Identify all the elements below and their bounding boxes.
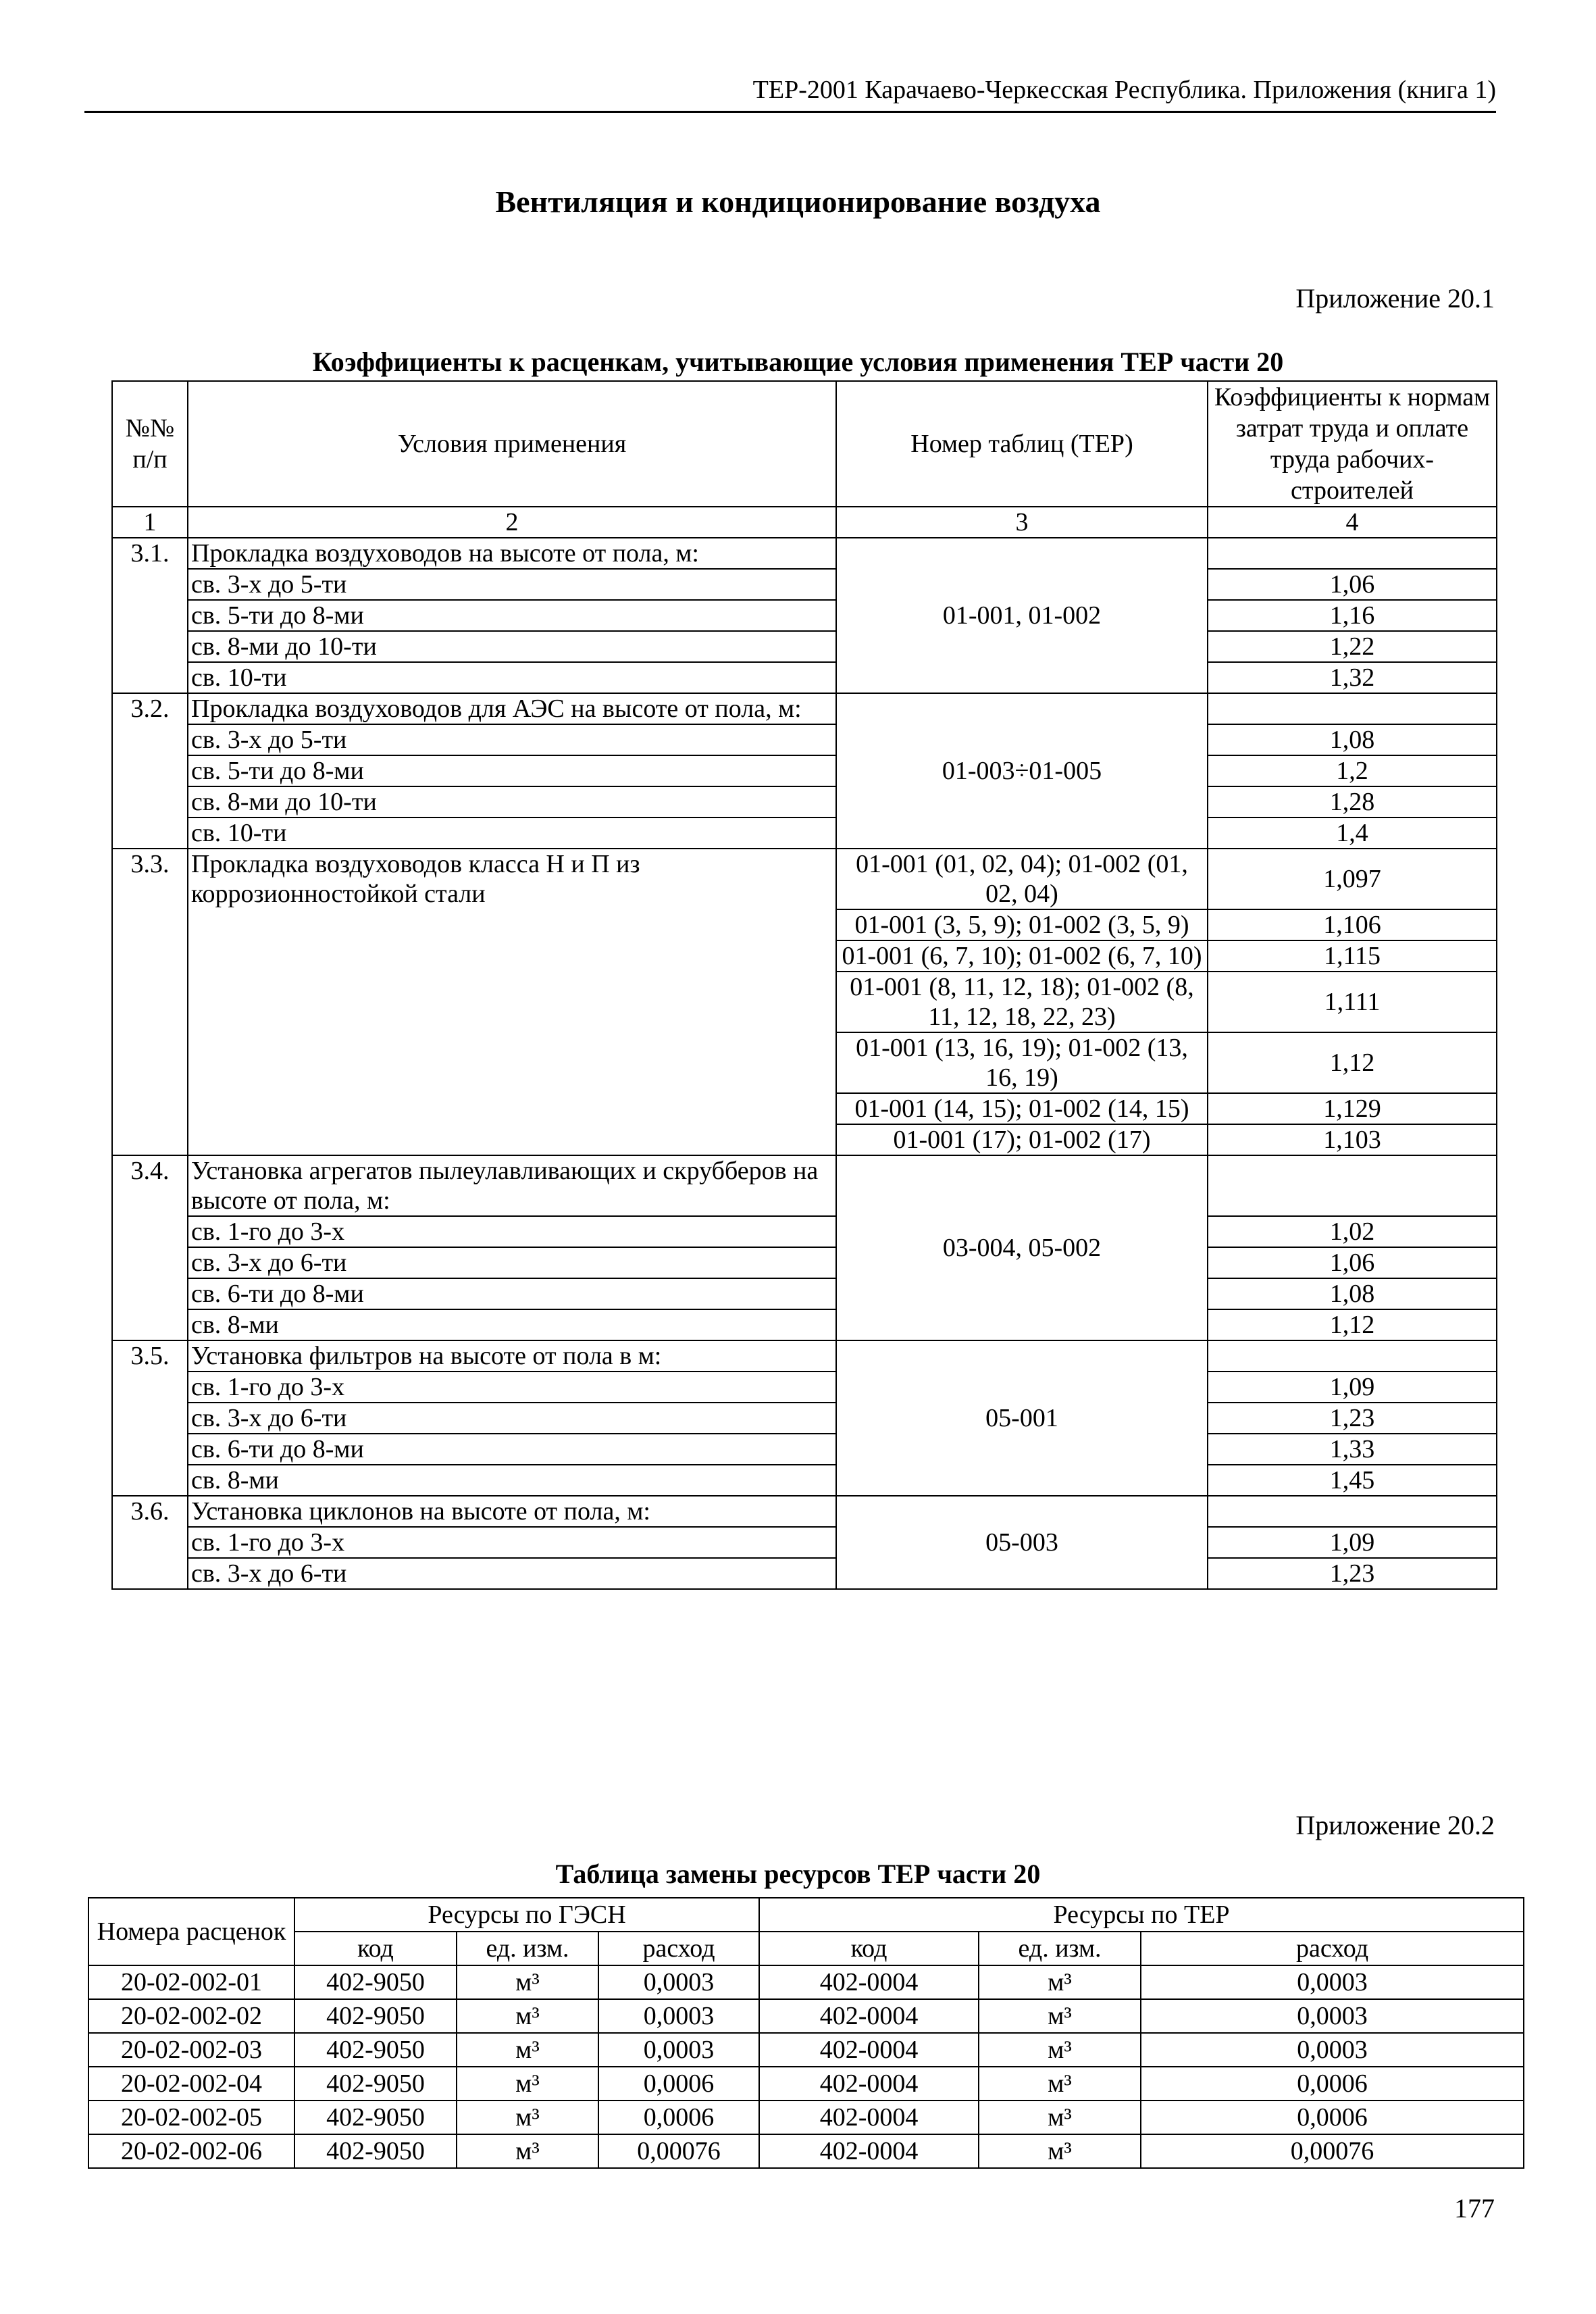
row-number-cell: [112, 1434, 188, 1465]
ter-amount: 0,0003: [1141, 1965, 1524, 1999]
table-numbers: 03-004, 05-002: [836, 1155, 1208, 1340]
table-numbers: 01-001 (6, 7, 10); 01-002 (6, 7, 10): [836, 940, 1208, 972]
condition: св. 5-ти до 8-ми: [188, 755, 836, 786]
coefficient: 1,106: [1208, 909, 1497, 940]
gesn-amount: 0,0006: [598, 2067, 759, 2101]
rate-number: 20-02-002-03: [88, 2033, 294, 2067]
table-numbers: 01-001 (8, 11, 12, 18); 01-002 (8, 11, 12, 18, 22, 23): [836, 972, 1208, 1032]
gesn-unit: м³: [457, 2067, 598, 2101]
row-number-cell: [112, 1124, 188, 1155]
running-header: ТЕР-2001 Карачаево-Черкесская Республика. Приложения (книга 1): [84, 73, 1496, 113]
ter-code: 402-0004: [759, 1999, 979, 2033]
gesn-unit: м³: [457, 1999, 598, 2033]
table-row: [112, 600, 1497, 631]
row-number-cell: [112, 569, 188, 600]
condition-title: Прокладка воздуховодов для АЭС на высоте от пола, м:: [188, 693, 836, 724]
row-number-cell: [112, 1032, 188, 1093]
ter-code: 402-0004: [759, 2033, 979, 2067]
appendix-20-2-caption: Таблица замены ресурсов ТЕР части 20: [555, 1859, 1041, 1889]
coefficient: 1,23: [1208, 1403, 1497, 1434]
coefficient: 1,45: [1208, 1465, 1497, 1496]
table-header-row: [112, 381, 1497, 507]
col-header-conditions: Условия применения: [188, 381, 836, 507]
table-row: [112, 786, 1497, 818]
row-number-cell: [112, 600, 188, 631]
coefficient: 1,09: [1208, 1527, 1497, 1558]
ter-amount: 0,0003: [1141, 1999, 1524, 2033]
condition: св. 8-ми: [188, 1309, 836, 1340]
row-number-cell: [112, 1278, 188, 1309]
row-number-cell: [112, 909, 188, 940]
coefficient: 1,097: [1208, 849, 1497, 909]
row-number: 3.1.: [112, 538, 188, 569]
table-header-row: [88, 1898, 1524, 1932]
table-numbers: 05-001: [836, 1340, 1208, 1496]
gesn-amount: 0,0003: [598, 1999, 759, 2033]
table-row: [112, 1216, 1497, 1247]
row-number-cell: [112, 1309, 188, 1340]
ter-code: 402-0004: [759, 1965, 979, 1999]
coefficients-table: [111, 380, 1497, 1590]
column-numbers-row: [112, 507, 1497, 538]
row-number-cell: [112, 1093, 188, 1124]
ter-code: 402-0004: [759, 2134, 979, 2168]
table-row: [112, 724, 1497, 755]
table-row: [112, 1558, 1497, 1589]
coefficient: 1,103: [1208, 1124, 1497, 1155]
group-title-row: [112, 1340, 1497, 1372]
row-number-cell: [112, 724, 188, 755]
group-title-row: [112, 693, 1497, 724]
group-title-row: [112, 1155, 1497, 1216]
col-number: 3: [836, 507, 1208, 538]
coefficient: 1,02: [1208, 1216, 1497, 1247]
gesn-code: 402-9050: [294, 1999, 457, 2033]
table-row: [88, 1999, 1524, 2033]
coefficient: 1,129: [1208, 1093, 1497, 1124]
row-number-cell: [112, 1247, 188, 1278]
row-number-cell: [112, 1465, 188, 1496]
col-header-unit: ед. изм.: [979, 1932, 1141, 1965]
gesn-amount: 0,0003: [598, 2033, 759, 2067]
table-numbers: 01-001, 01-002: [836, 538, 1208, 693]
table-row: [112, 1434, 1497, 1465]
ter-unit: м³: [979, 2134, 1141, 2168]
ter-code: 402-0004: [759, 2101, 979, 2134]
coefficient: 1,06: [1208, 569, 1497, 600]
rate-number: 20-02-002-02: [88, 1999, 294, 2033]
table-row: [112, 1465, 1497, 1496]
coefficient: 1,23: [1208, 1558, 1497, 1589]
row-number: 3.2.: [112, 693, 188, 724]
coefficient: 1,06: [1208, 1247, 1497, 1278]
row-number-cell: [112, 1558, 188, 1589]
row-number-cell: [112, 1527, 188, 1558]
coefficient: 1,09: [1208, 1372, 1497, 1403]
coefficient: 1,12: [1208, 1309, 1497, 1340]
row-number: 3.6.: [112, 1496, 188, 1527]
row-number-cell: [112, 755, 188, 786]
gesn-amount: 0,00076: [598, 2134, 759, 2168]
row-number: 3.4.: [112, 1155, 188, 1216]
table-row: [88, 2101, 1524, 2134]
condition-title: Прокладка воздуховодов класса Н и П из коррозионностойкой стали: [188, 849, 836, 1155]
gesn-unit: м³: [457, 2134, 598, 2168]
ter-amount: 0,0003: [1141, 2033, 1524, 2067]
coefficient: 1,08: [1208, 724, 1497, 755]
gesn-amount: 0,0003: [598, 1965, 759, 1999]
table-row: [88, 2067, 1524, 2101]
condition: св. 3-х до 6-ти: [188, 1247, 836, 1278]
col-header-tables: Номер таблиц (ТЕР): [836, 381, 1208, 507]
ter-unit: м³: [979, 2067, 1141, 2101]
row-number-cell: [112, 1372, 188, 1403]
table-row: [112, 1527, 1497, 1558]
row-number-cell: [112, 818, 188, 849]
ter-amount: 0,0006: [1141, 2101, 1524, 2134]
coefficient: [1208, 538, 1497, 569]
appendix-20-2-label: Приложение 20.2: [1295, 1810, 1495, 1840]
gesn-unit: м³: [457, 1965, 598, 1999]
condition-title: Прокладка воздуховодов на высоте от пола, м:: [188, 538, 836, 569]
table-numbers: 01-001 (14, 15); 01-002 (14, 15): [836, 1093, 1208, 1124]
gesn-unit: м³: [457, 2033, 598, 2067]
gesn-unit: м³: [457, 2101, 598, 2134]
rate-number: 20-02-002-06: [88, 2134, 294, 2168]
col-number: 1: [112, 507, 188, 538]
row-number-cell: [112, 786, 188, 818]
coefficient: 1,32: [1208, 662, 1497, 693]
col-header-ter: Ресурсы по ТЕР: [759, 1898, 1524, 1932]
table-row: [112, 1278, 1497, 1309]
appendix-20-1-caption: Коэффициенты к расценкам, учитывающие условия применения ТЕР части 20: [312, 347, 1284, 377]
condition: св. 8-ми до 10-ти: [188, 786, 836, 818]
table-row: [112, 631, 1497, 662]
coefficient: 1,16: [1208, 600, 1497, 631]
rate-number: 20-02-002-01: [88, 1965, 294, 1999]
coefficient: [1208, 693, 1497, 724]
ter-unit: м³: [979, 2033, 1141, 2067]
appendix-20-1-label: Приложение 20.1: [1295, 283, 1495, 313]
table-numbers: 05-003: [836, 1496, 1208, 1589]
col-header-amount: расход: [598, 1932, 759, 1965]
table-row: [88, 2134, 1524, 2168]
group-title-row: [112, 538, 1497, 569]
ter-unit: м³: [979, 2101, 1141, 2134]
condition: св. 1-го до 3-х: [188, 1372, 836, 1403]
col-header-unit: ед. изм.: [457, 1932, 598, 1965]
coefficient: [1208, 1155, 1497, 1216]
rate-number: 20-02-002-04: [88, 2067, 294, 2101]
col-header-gesn: Ресурсы по ГЭСН: [294, 1898, 759, 1932]
condition: св. 6-ти до 8-ми: [188, 1434, 836, 1465]
ter-code: 402-0004: [759, 2067, 979, 2101]
condition: св. 5-ти до 8-ми: [188, 600, 836, 631]
condition: св. 10-ти: [188, 818, 836, 849]
coefficient: 1,12: [1208, 1032, 1497, 1093]
condition: св. 10-ти: [188, 662, 836, 693]
col-header-rates: Номера расценок: [88, 1898, 294, 1965]
table-subheader-row: [88, 1932, 1524, 1965]
table-numbers: 01-001 (3, 5, 9); 01-002 (3, 5, 9): [836, 909, 1208, 940]
condition: св. 3-х до 6-ти: [188, 1558, 836, 1589]
ter-amount: 0,0006: [1141, 2067, 1524, 2101]
page-number: 177: [1454, 2193, 1495, 2223]
coefficient: [1208, 1496, 1497, 1527]
table-row: [112, 849, 1497, 909]
table-row: [112, 1247, 1497, 1278]
table-numbers: 01-003÷01-005: [836, 693, 1208, 849]
gesn-amount: 0,0006: [598, 2101, 759, 2134]
group-title-row: [112, 1496, 1497, 1527]
table-numbers: 01-001 (13, 16, 19); 01-002 (13, 16, 19): [836, 1032, 1208, 1093]
coefficient: 1,33: [1208, 1434, 1497, 1465]
col-header-code: код: [759, 1932, 979, 1965]
row-number-cell: [112, 631, 188, 662]
coefficient: 1,22: [1208, 631, 1497, 662]
gesn-code: 402-9050: [294, 2101, 457, 2134]
col-header-code: код: [294, 1932, 457, 1965]
gesn-code: 402-9050: [294, 2033, 457, 2067]
table-row: [88, 1965, 1524, 1999]
coefficient: 1,4: [1208, 818, 1497, 849]
table-row: [112, 755, 1497, 786]
row-number-cell: [112, 940, 188, 972]
table-row: [112, 1309, 1497, 1340]
condition: св. 1-го до 3-х: [188, 1527, 836, 1558]
col-header-coefficients: Коэффициенты к нормам затрат труда и оплате труда рабочих-строителей: [1208, 381, 1497, 507]
table-row: [88, 2033, 1524, 2067]
col-number: 4: [1208, 507, 1497, 538]
row-number: 3.5.: [112, 1340, 188, 1372]
gesn-code: 402-9050: [294, 1965, 457, 1999]
condition: св. 8-ми до 10-ти: [188, 631, 836, 662]
gesn-code: 402-9050: [294, 2067, 457, 2101]
coefficient: 1,2: [1208, 755, 1497, 786]
condition-title: Установка агрегатов пылеулавливающих и скрубберов на высоте от пола, м:: [188, 1155, 836, 1216]
table-numbers: 01-001 (01, 02, 04); 01-002 (01, 02, 04): [836, 849, 1208, 909]
row-number: 3.3.: [112, 849, 188, 909]
coefficient: 1,115: [1208, 940, 1497, 972]
condition: св. 3-х до 5-ти: [188, 569, 836, 600]
table-row: [112, 569, 1497, 600]
col-header-num: №№ п/п: [112, 381, 188, 507]
col-number: 2: [188, 507, 836, 538]
coefficient: 1,08: [1208, 1278, 1497, 1309]
coefficient: 1,111: [1208, 972, 1497, 1032]
condition: св. 6-ти до 8-ми: [188, 1278, 836, 1309]
ter-unit: м³: [979, 1965, 1141, 1999]
condition: св. 3-х до 5-ти: [188, 724, 836, 755]
col-header-amount: расход: [1141, 1932, 1524, 1965]
section-title: Вентиляция и кондиционирование воздуха: [495, 184, 1101, 219]
ter-amount: 0,00076: [1141, 2134, 1524, 2168]
rate-number: 20-02-002-05: [88, 2101, 294, 2134]
condition-title: Установка фильтров на высоте от пола в м:: [188, 1340, 836, 1372]
table-numbers: 01-001 (17); 01-002 (17): [836, 1124, 1208, 1155]
row-number-cell: [112, 1216, 188, 1247]
row-number-cell: [112, 662, 188, 693]
resource-replacement-table: [88, 1897, 1524, 2169]
gesn-code: 402-9050: [294, 2134, 457, 2168]
condition-title: Установка циклонов на высоте от пола, м:: [188, 1496, 836, 1527]
coefficient: 1,28: [1208, 786, 1497, 818]
ter-unit: м³: [979, 1999, 1141, 2033]
condition: св. 8-ми: [188, 1465, 836, 1496]
row-number-cell: [112, 972, 188, 1032]
condition: св. 3-х до 6-ти: [188, 1403, 836, 1434]
coefficient: [1208, 1340, 1497, 1372]
table-row: [112, 1403, 1497, 1434]
row-number-cell: [112, 1403, 188, 1434]
table-row: [112, 818, 1497, 849]
table-row: [112, 1372, 1497, 1403]
condition: св. 1-го до 3-х: [188, 1216, 836, 1247]
table-row: [112, 662, 1497, 693]
